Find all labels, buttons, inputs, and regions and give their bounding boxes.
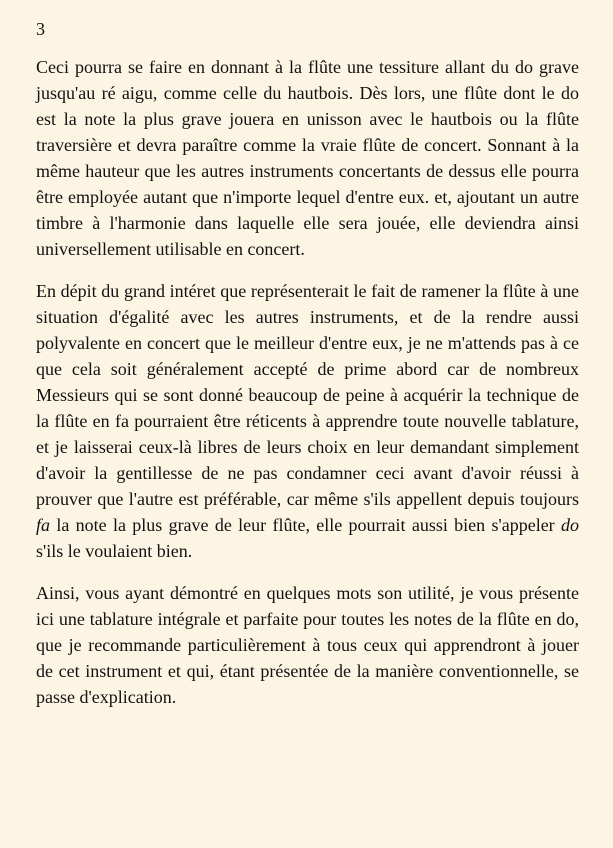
paragraph-2-text-c: s'ils le voulaient bien. [36, 541, 193, 561]
paragraph-1: Ceci pourra se faire en donnant à la flûte une tessiture allant du do grave jusqu'au ré aigu, comme celle du hautbois. Dès lors, une flûte dont le do est la note la plus grave jouera en unisson avec le hautbois ou la flûte traversière et devra paraître comme la vraie flûte de concert. Sonnant à la même hauteur que les autres instruments concertants de dessus elle pourra être employée autant que n'importe lequel d'entre eux. et, ajoutant un autre timbre à l'harmonie dans laquelle elle sera jouée, elle deviendra ainsi universellement utilisable en concert. [36, 57, 579, 259]
paragraph-3: Ainsi, vous ayant démontré en quelques mots son utilité, je vous présente ici une tablature intégrale et parfaite pour toutes les notes de la flûte en do, que je recommande particulièrement à tous ceux qui apprendront à jouer de cet instrument et qui, étant présentée de la manière conventionnelle, se passe d'explication. [36, 583, 579, 707]
paragraph-2-text-b: la note la plus grave de leur flûte, elle pourrait aussi bien s'appeler [50, 515, 561, 535]
italic-term-do: do [561, 515, 579, 535]
paragraph-2 [36, 278, 579, 564]
italic-term-fa: fa [36, 515, 51, 535]
paragraph-2-text-a: En dépit du grand intéret que représenterait le fait de ramener la flûte à une situation d'égalité avec les autres instruments, et de la rendre aussi polyvalente en concert que le meilleur d'entre eux, je ne m'attends pas à ce que cela soit généralement accepté de prime abord car de nombreux Messieurs qui se sont donné beaucoup de peine à acquérir la technique de la flûte en fa pourraient être réticents à apprendre toute nouvelle tablature, et je laisserai ceux-là libres de leurs choix en leur demandant simplement d'avoir la gentillesse de ne pas condamner ceci avant d'avoir réussi à prouver que l'autre est préférable, car même s'ils appellent depuis toujours [36, 281, 579, 509]
page-number: 3 [36, 19, 45, 39]
